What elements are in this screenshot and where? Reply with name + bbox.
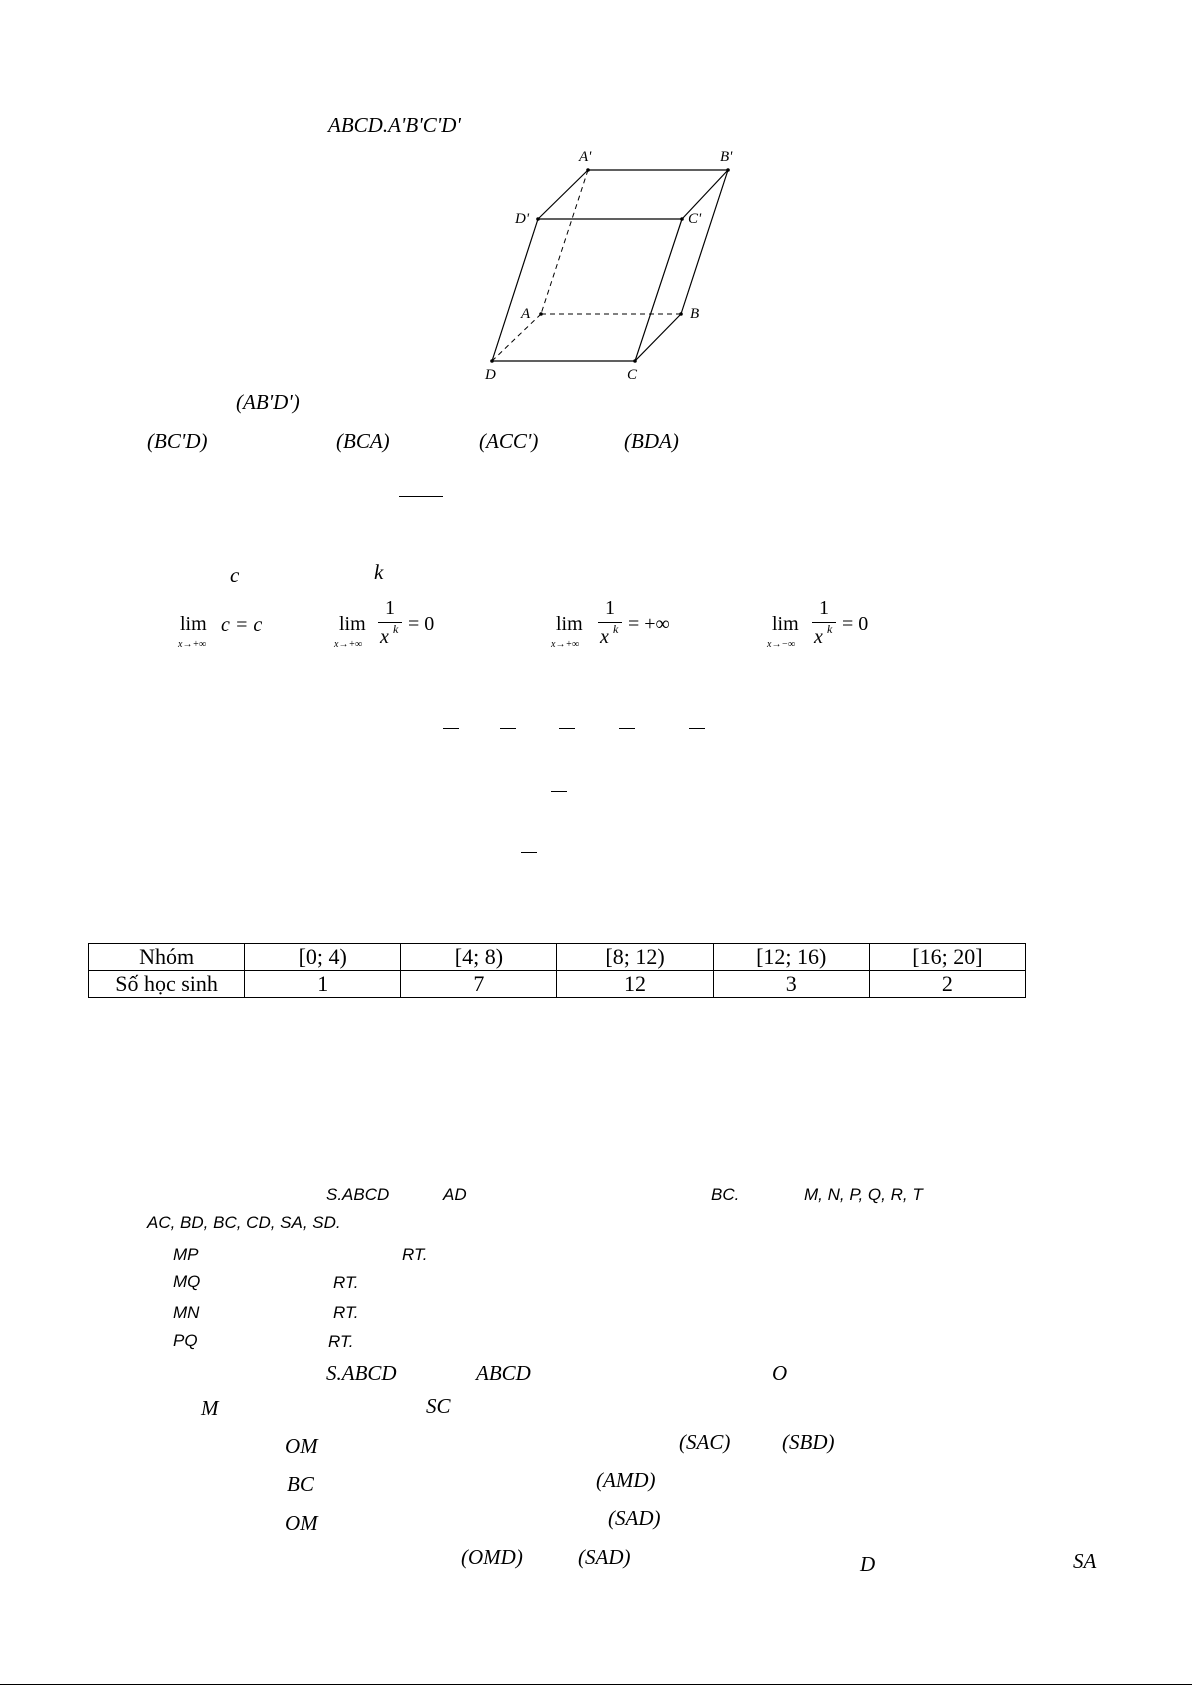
lim-word: lim <box>772 613 799 635</box>
edge-c1-c <box>635 219 682 361</box>
q2-pyramid: S.ABCD <box>326 1361 397 1385</box>
lim-rhs: = 0 <box>408 613 435 635</box>
lim-expression: c = c <box>221 614 263 636</box>
q1-pyramid: S.ABCD <box>326 1185 390 1204</box>
fraction-exponent: k <box>613 622 619 636</box>
fraction-bar <box>619 728 635 729</box>
q2-opt4-edge-sa: SA <box>1073 1549 1097 1573</box>
q2-opt1-plane1: (SAC) <box>679 1430 731 1454</box>
given-plane: (AB'D') <box>236 390 300 414</box>
plane-option-d: (BDA) <box>624 429 679 453</box>
plane-option-a: (BC'D) <box>147 429 208 453</box>
vertex-label-d: D <box>485 367 496 383</box>
q1-option-c-ref: RT. <box>333 1303 359 1322</box>
q1-edge-bc: BC. <box>711 1185 740 1204</box>
q1-option-b-ref: RT. <box>333 1273 359 1292</box>
lim-subscript: x→+∞ <box>178 639 207 650</box>
figure-caption: ABCD.A'B'C'D' <box>328 113 461 137</box>
q2-base: ABCD <box>476 1361 531 1385</box>
parallelepiped-figure <box>0 0 1192 400</box>
lim-rhs: = +∞ <box>628 613 670 635</box>
lim-rhs: = 0 <box>842 613 869 635</box>
frequency-table <box>88 943 1026 998</box>
fraction-denominator: x <box>600 626 609 648</box>
table-row <box>89 971 1026 998</box>
table-group-cell: [0; 4) <box>245 944 401 971</box>
q1-option-a-ref: RT. <box>402 1245 428 1264</box>
table-count-cell: 7 <box>401 971 557 998</box>
fraction-bar <box>689 728 705 729</box>
limit-option-a <box>178 610 288 655</box>
table-group-cell: [12; 16) <box>713 944 869 971</box>
vertex-label-d-prime: D' <box>515 211 530 227</box>
fraction-line <box>378 622 402 623</box>
edge-b1-b <box>681 170 728 314</box>
edge-c-b <box>635 314 681 361</box>
limit-option-d <box>767 598 897 658</box>
q2-edge-sc: SC <box>426 1394 451 1418</box>
vertex-label-a-prime: A' <box>579 149 592 165</box>
table-header-label: Nhóm <box>89 944 245 971</box>
q2-opt4-point-d: D <box>860 1552 876 1576</box>
q1-option-d-ref: RT. <box>328 1332 354 1351</box>
table-group-cell: [16; 20] <box>869 944 1025 971</box>
fraction-bar <box>443 728 459 729</box>
fraction-exponent: k <box>393 622 399 636</box>
q1-option-c-line: MN <box>173 1303 200 1322</box>
q1-segments: AC, BD, BC, CD, SA, SD. <box>147 1213 341 1232</box>
q2-point-o: O <box>772 1361 788 1385</box>
vertex-label-b: B <box>690 306 700 322</box>
table-row-label: Số học sinh <box>89 971 245 998</box>
q2-opt4-plane2: (SAD) <box>578 1545 631 1569</box>
fraction-bar <box>500 728 516 729</box>
lim-subscript: x→+∞ <box>334 639 363 650</box>
constant-k: k <box>374 560 384 584</box>
table-row <box>89 944 1026 971</box>
lim-word: lim <box>556 613 583 635</box>
q2-opt2-line: BC <box>287 1472 314 1496</box>
hidden-edge-a1-a <box>541 170 588 314</box>
fraction-numerator: 1 <box>819 597 829 619</box>
table-count-cell: 2 <box>869 971 1025 998</box>
fraction-bar <box>399 496 443 497</box>
q1-option-a-line: MP <box>173 1245 199 1264</box>
fraction-numerator: 1 <box>385 597 395 619</box>
table-group-cell: [8; 12) <box>557 944 713 971</box>
lim-word: lim <box>180 613 207 635</box>
vertex-label-b-prime: B' <box>720 149 733 165</box>
q1-midpoints: M, N, P, Q, R, T <box>804 1185 923 1204</box>
table-group-cell: [4; 8) <box>401 944 557 971</box>
lim-word: lim <box>339 613 366 635</box>
fraction-line <box>812 622 836 623</box>
fraction-numerator: 1 <box>605 597 615 619</box>
lim-subscript: x→+∞ <box>551 639 580 650</box>
q1-edge-ad: AD <box>443 1185 467 1204</box>
fraction-exponent: k <box>827 622 833 636</box>
table-count-cell: 1 <box>245 971 401 998</box>
vertex-label-a: A <box>521 306 531 322</box>
limit-option-c <box>551 598 691 658</box>
q2-opt1-line: OM <box>285 1434 318 1458</box>
q2-opt3-plane: (SAD) <box>608 1506 661 1530</box>
edge-a1-d1 <box>538 170 588 219</box>
q2-point-m: M <box>201 1396 219 1420</box>
fraction-bar <box>559 728 575 729</box>
plane-option-c: (ACC') <box>479 429 539 453</box>
constant-c: c <box>230 563 240 587</box>
table-count-cell: 12 <box>557 971 713 998</box>
vertex-label-c: C <box>627 367 638 383</box>
q2-opt1-plane2: (SBD) <box>782 1430 835 1454</box>
fraction-denominator: x <box>380 626 389 648</box>
q2-opt4-plane1: (OMD) <box>461 1545 523 1569</box>
fraction-line <box>598 622 622 623</box>
q1-option-d-line: PQ <box>173 1331 198 1350</box>
table-count-cell: 3 <box>713 971 869 998</box>
vertex-label-c-prime: C' <box>688 211 702 227</box>
plane-option-b: (BCA) <box>336 429 390 453</box>
fraction-bar <box>521 852 537 853</box>
edge-d1-d <box>492 219 538 361</box>
fraction-bar <box>551 791 567 792</box>
q1-option-b-line: MQ <box>173 1272 201 1291</box>
q2-opt2-plane: (AMD) <box>596 1468 656 1492</box>
fraction-denominator: x <box>814 626 823 648</box>
lim-subscript: x→−∞ <box>767 639 796 650</box>
limit-option-b <box>334 598 464 658</box>
q2-opt3-line: OM <box>285 1511 318 1535</box>
